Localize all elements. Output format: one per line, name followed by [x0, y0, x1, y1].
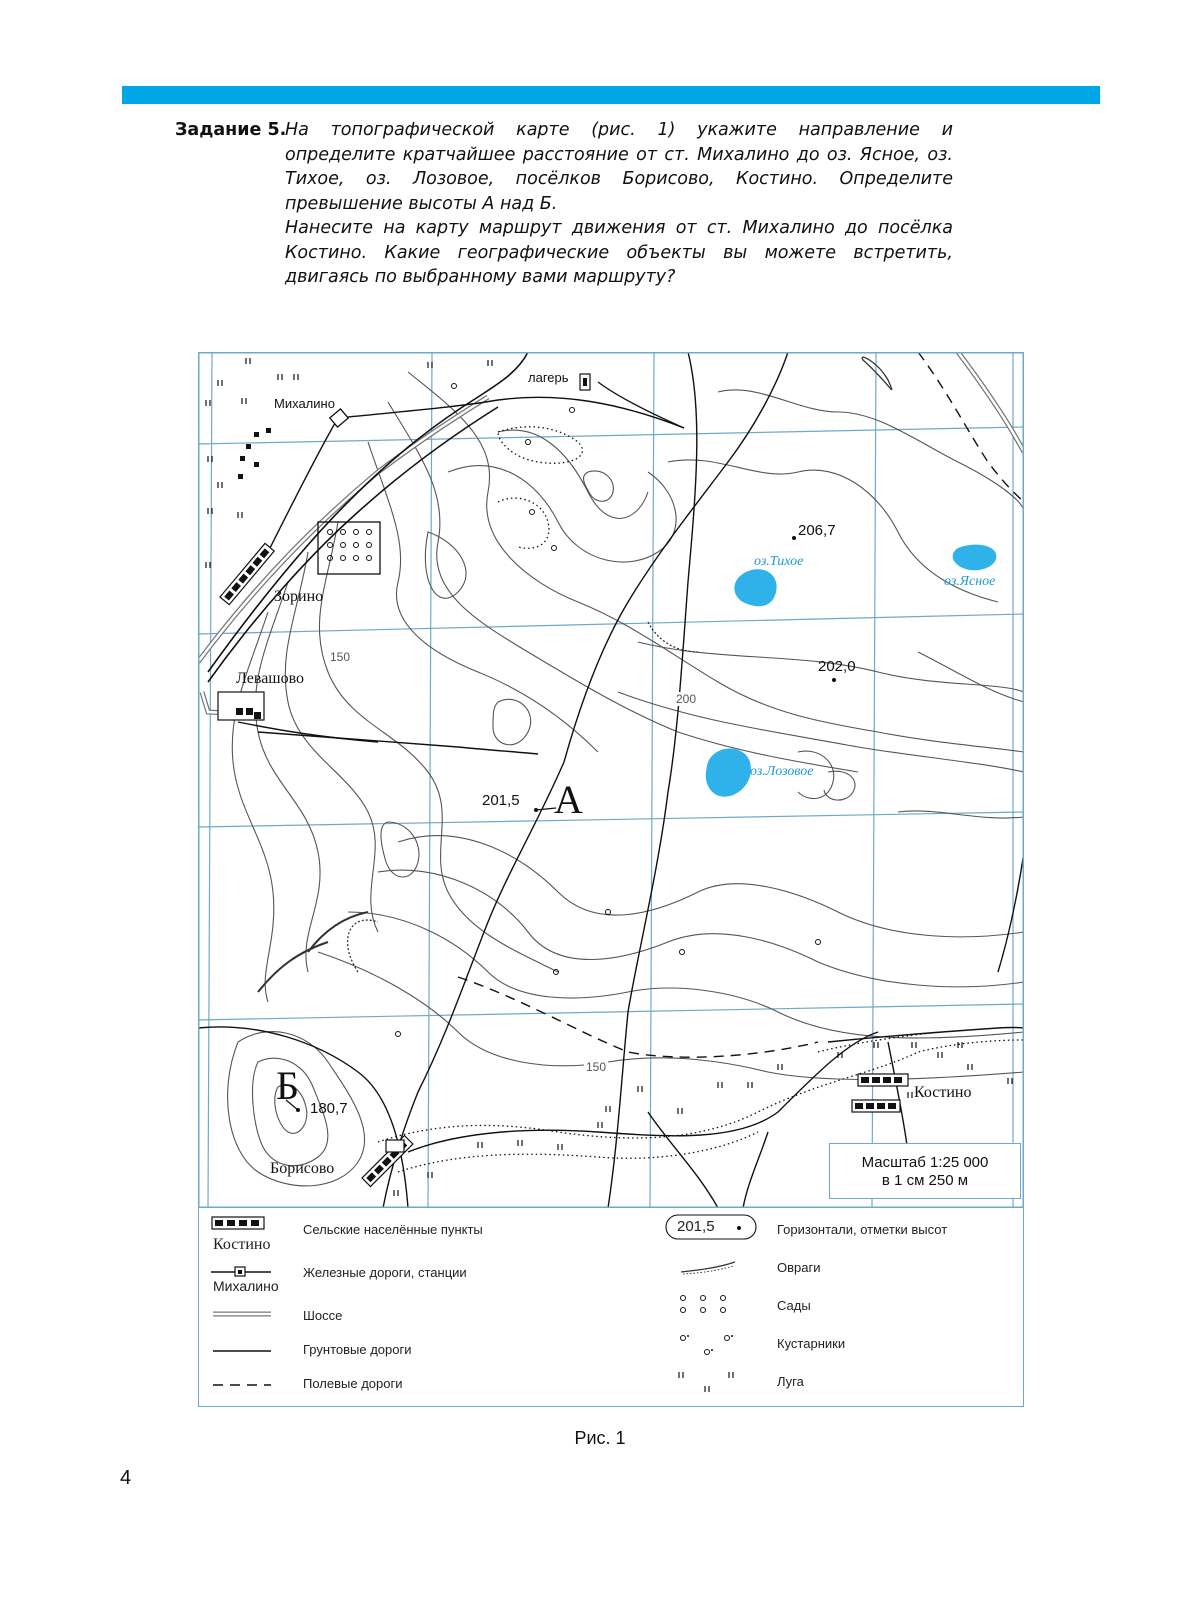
legend-ravine-symbol — [679, 1260, 739, 1276]
point-pointers — [286, 808, 556, 1110]
legend-shrub-symbol — [677, 1330, 737, 1360]
figure-caption: Рис. 1 — [574, 1428, 626, 1448]
legend-dirt-roads: Грунтовые дороги — [303, 1342, 412, 1357]
scale-line-1: Масштаб 1:25 000 — [861, 1154, 989, 1171]
shrubs — [396, 384, 821, 1037]
topographic-map — [198, 352, 1024, 1208]
legend-railway: Железные дороги, станции — [303, 1265, 467, 1280]
garden-block — [318, 522, 380, 574]
label-lake-yasnoe: оз.Ясное — [944, 574, 996, 589]
elevation-180-7: 180,7 — [310, 1100, 348, 1117]
label-levashovo: Левашово — [236, 670, 305, 687]
top-accent-bar — [122, 86, 1100, 104]
page-number: 4 — [120, 1467, 132, 1489]
task-text — [285, 118, 953, 290]
ravines — [258, 357, 892, 992]
legend-gardens: Сады — [777, 1298, 811, 1313]
task-paragraph-1: На топографической карте (рис. 1) укажите направление и определите кратчайшее расстояние от ст. Михалино до оз. Ясное, оз. Тихое, оз. Лозовое, посёлков Борисово, Костино. Определите превышение высоты А над Б. — [285, 120, 953, 214]
label-lake-lozovoe: оз.Лозовое — [750, 764, 814, 779]
legend-meadow-symbol — [675, 1370, 739, 1396]
label-lager: лагерь — [528, 370, 569, 385]
legend-settlements: Сельские населённые пункты — [303, 1222, 483, 1237]
scale-box — [829, 1143, 1021, 1199]
field-roads — [458, 352, 1024, 1057]
point-a: А — [554, 777, 583, 822]
legend-settlement-symbol — [211, 1216, 267, 1232]
map-legend — [198, 1208, 1024, 1407]
meadows — [206, 358, 1012, 1196]
label-borisovo: Борисово — [270, 1160, 335, 1177]
legend-highway: Шоссе — [303, 1308, 343, 1323]
legend-meadows: Луга — [777, 1374, 804, 1389]
elevation-206-7: 206,7 — [798, 522, 836, 539]
legend-contours: Горизонтали, отметки высот — [777, 1222, 948, 1237]
elevation-201-5: 201,5 — [482, 792, 520, 809]
legend-dirt-road-symbol — [213, 1348, 271, 1354]
legend-railway-sample: Михалино — [213, 1278, 279, 1294]
label-lake-tikhoe: оз.Тихое — [754, 554, 804, 569]
contour-label-150-south: 150 — [586, 1060, 607, 1074]
scale-line-2: в 1 см 250 м — [881, 1172, 969, 1189]
label-kostino: Костино — [914, 1084, 972, 1101]
point-b: Б — [276, 1063, 299, 1108]
contour-label-150-north: 150 — [330, 650, 351, 664]
task-paragraph-2: Нанесите на карту маршрут движения от ст. Михалино до посёлка Костино. Какие географические объекты вы можете встретить, двигаясь по выбранному вами маршруту? — [285, 218, 953, 287]
legend-garden-symbol — [677, 1292, 737, 1316]
task-label: Задание 5. — [175, 120, 287, 140]
map-canvas — [198, 352, 1024, 1208]
legend-settlement-sample: Костино — [213, 1236, 271, 1253]
contour-label-200: 200 — [676, 692, 697, 706]
legend-shrubs: Кустарники — [777, 1336, 846, 1351]
label-zorino: Зорино — [274, 588, 324, 605]
label-mikhalino: Михалино — [274, 396, 335, 411]
legend-ravines: Овраги — [777, 1260, 821, 1275]
legend-contour-sample: 201,5 — [677, 1218, 715, 1235]
legend-field-roads: Полевые дороги — [303, 1376, 403, 1391]
elevation-202-0: 202,0 — [818, 658, 856, 675]
station-symbol — [330, 409, 348, 427]
legend-highway-symbol — [213, 1310, 271, 1318]
legend-field-road-symbol — [213, 1382, 271, 1388]
